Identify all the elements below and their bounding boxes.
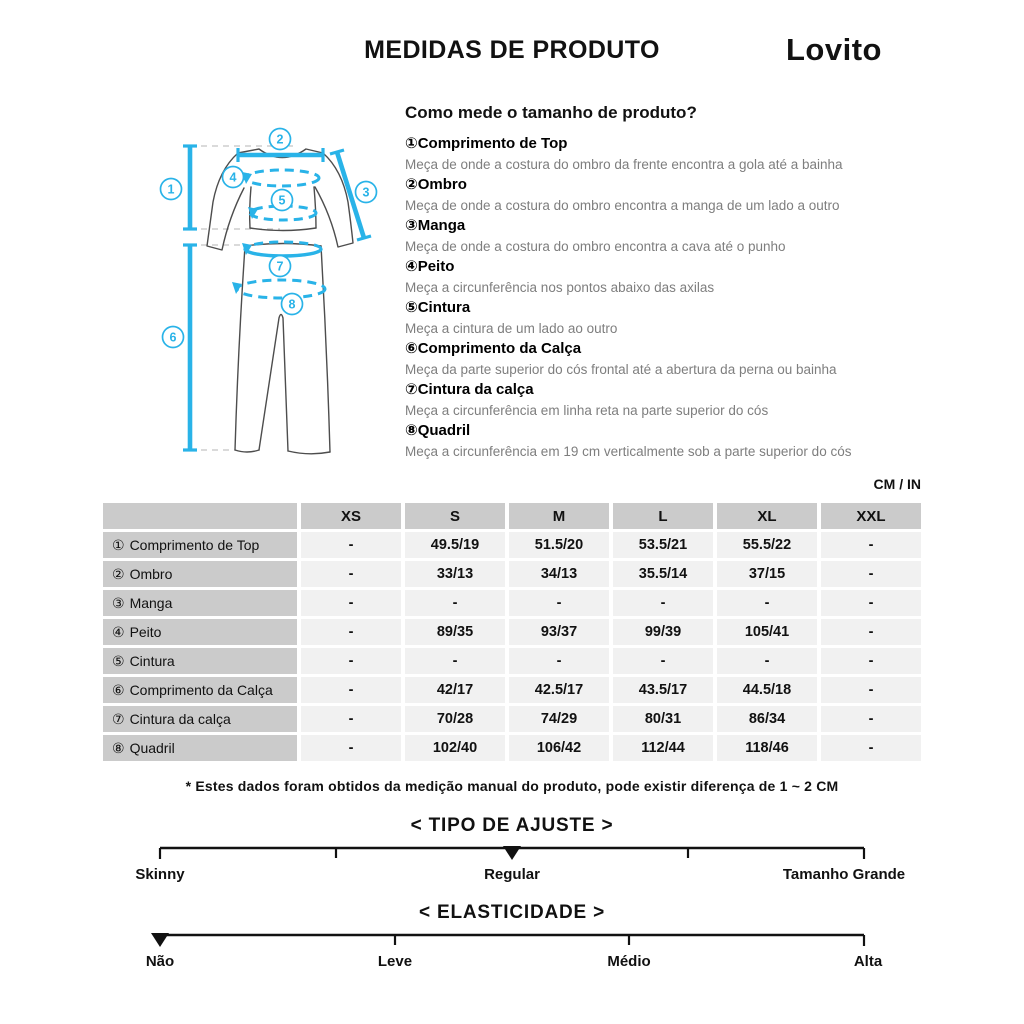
howto-item-desc: Meça a circunferência nos pontos abaixo das axilas xyxy=(405,279,715,295)
diagram-num-5: 5 xyxy=(278,193,286,208)
size-value: - xyxy=(301,590,401,616)
circled-number: ⑦ xyxy=(112,710,125,727)
circled-number: ⑦ xyxy=(405,381,418,398)
howto-item-desc: Meça a cintura de um lado ao outro xyxy=(405,320,618,336)
row-label-text: Comprimento da Calça xyxy=(129,682,273,698)
size-value: 35.5/14 xyxy=(613,561,713,587)
howto-title: Como mede o tamanho de produto? xyxy=(405,103,697,122)
fit-scale-title: < TIPO DE AJUSTE > xyxy=(410,815,614,836)
size-value: - xyxy=(821,619,921,645)
table-row-label xyxy=(103,706,297,732)
size-column-header: XL xyxy=(717,503,817,529)
circled-number: ① xyxy=(112,536,125,553)
size-value: - xyxy=(613,648,713,674)
howto-item-label xyxy=(405,298,935,319)
size-value: - xyxy=(821,735,921,761)
elasticity-label-nao: Não xyxy=(145,953,175,970)
size-value: - xyxy=(301,619,401,645)
howto-label-text: Cintura xyxy=(417,299,471,316)
measure-hip-ellipse xyxy=(232,280,325,298)
size-value: - xyxy=(821,648,921,674)
size-value: 42/17 xyxy=(405,677,505,703)
size-value: - xyxy=(405,648,505,674)
size-column-header: L xyxy=(613,503,713,529)
garment-measurement-diagram xyxy=(130,120,400,470)
howto-label-text: Comprimento de Top xyxy=(417,135,568,152)
table-row-label xyxy=(103,619,297,645)
size-value: 89/35 xyxy=(405,619,505,645)
howto-item-label xyxy=(405,257,935,278)
table-row-label xyxy=(103,561,297,587)
size-value: 105/41 xyxy=(717,619,817,645)
size-value: 55.5/22 xyxy=(717,532,817,558)
row-label-text: Manga xyxy=(129,595,173,611)
size-value: 102/40 xyxy=(405,735,505,761)
size-value: - xyxy=(717,590,817,616)
size-value: 86/34 xyxy=(717,706,817,732)
size-value: - xyxy=(405,590,505,616)
diagram-num-2: 2 xyxy=(276,132,284,147)
fit-label-skinny: Skinny xyxy=(135,866,185,883)
size-column-header: M xyxy=(509,503,609,529)
diagram-num-1: 1 xyxy=(167,182,175,197)
size-value: - xyxy=(821,532,921,558)
howto-item-label xyxy=(405,380,935,401)
table-row-label xyxy=(103,648,297,674)
fit-scale-marker xyxy=(503,846,521,860)
circled-number: ⑧ xyxy=(112,739,125,756)
size-column-header: S xyxy=(405,503,505,529)
size-value: - xyxy=(301,735,401,761)
circled-number: ⑤ xyxy=(405,299,418,316)
circled-number: ⑥ xyxy=(405,340,418,357)
diagram-num-8: 8 xyxy=(288,297,296,312)
howto-item-desc: Meça de onde a costura do ombro da frente encontra a gola até a bainha xyxy=(405,156,843,172)
row-label-text: Ombro xyxy=(129,566,173,582)
elasticity-label-alta: Alta xyxy=(853,953,883,970)
table-row-label xyxy=(103,735,297,761)
size-value: - xyxy=(821,706,921,732)
howto-item-desc: Meça de onde a costura do ombro encontra a manga de um lado a outro xyxy=(405,197,840,213)
row-label-text: Cintura xyxy=(129,653,175,669)
howto-item-label xyxy=(405,175,935,196)
howto-item-desc: Meça a circunferência em 19 cm verticalmente sob a parte superior do cós xyxy=(405,443,852,459)
size-value: 118/46 xyxy=(717,735,817,761)
diagram-num-3: 3 xyxy=(362,185,370,200)
size-value: - xyxy=(301,561,401,587)
size-value: 99/39 xyxy=(613,619,713,645)
table-row-label xyxy=(103,590,297,616)
circled-number: ② xyxy=(112,565,125,582)
elasticity-scale-track xyxy=(130,931,894,953)
row-label-text: Cintura da calça xyxy=(129,711,231,727)
size-value: 74/29 xyxy=(509,706,609,732)
size-value: 42.5/17 xyxy=(509,677,609,703)
row-label-text: Comprimento de Top xyxy=(129,537,260,553)
circled-number: ⑧ xyxy=(405,422,418,439)
howto-item-desc: Meça de onde a costura do ombro encontra a cava até o punho xyxy=(405,238,786,254)
elasticity-scale-title: < ELASTICIDADE > xyxy=(419,902,605,923)
size-value: - xyxy=(301,648,401,674)
howto-label-text: Ombro xyxy=(417,176,467,193)
size-value: 106/42 xyxy=(509,735,609,761)
howto-section xyxy=(405,103,935,462)
diagram-callouts xyxy=(161,129,377,348)
size-value: - xyxy=(301,532,401,558)
howto-item-label xyxy=(405,339,935,360)
howto-label-text: Cintura da calça xyxy=(417,381,534,398)
size-value: - xyxy=(301,706,401,732)
size-value: 93/37 xyxy=(509,619,609,645)
size-value: - xyxy=(717,648,817,674)
circled-number: ⑥ xyxy=(112,681,125,698)
elasticity-scale-marker xyxy=(151,933,169,947)
size-value: 80/31 xyxy=(613,706,713,732)
howto-item-label xyxy=(405,134,935,155)
circled-number: ⑤ xyxy=(112,652,125,669)
circled-number: ④ xyxy=(405,258,418,275)
size-value: 70/28 xyxy=(405,706,505,732)
row-label-text: Peito xyxy=(129,624,162,640)
circled-number: ① xyxy=(405,135,418,152)
elasticity-label-medio: Médio xyxy=(607,953,651,970)
measure-top-length-line xyxy=(183,146,197,229)
fit-label-tamanho-grande: Tamanho Grande xyxy=(782,866,906,883)
fit-label-regular: Regular xyxy=(484,866,540,883)
size-table xyxy=(103,503,921,761)
size-value: - xyxy=(509,590,609,616)
fit-scale-track xyxy=(130,844,894,866)
circled-number: ③ xyxy=(112,594,125,611)
size-value: 33/13 xyxy=(405,561,505,587)
unit-label: CM / IN xyxy=(873,476,921,492)
howto-item-label xyxy=(405,421,935,442)
howto-label-text: Comprimento da Calça xyxy=(417,340,582,357)
diagram-num-6: 6 xyxy=(169,330,177,345)
howto-label-text: Peito xyxy=(417,258,455,275)
measure-chest-ellipse xyxy=(242,170,319,186)
measure-pants-length-line xyxy=(183,245,197,450)
diagram-num-7: 7 xyxy=(276,259,284,274)
size-value: - xyxy=(509,648,609,674)
circled-number: ④ xyxy=(112,623,125,640)
size-value: 49.5/19 xyxy=(405,532,505,558)
circled-number: ② xyxy=(405,176,418,193)
size-value: 43.5/17 xyxy=(613,677,713,703)
size-value: 53.5/21 xyxy=(613,532,713,558)
brand-logo: Lovito xyxy=(786,32,882,67)
howto-item-desc: Meça a circunferência em linha reta na parte superior do cós xyxy=(405,402,769,418)
howto-label-text: Manga xyxy=(417,217,466,234)
measurement-footnote: * Estes dados foram obtidos da medição manual do produto, pode existir diferença de 1 ~ 2 CM xyxy=(185,778,839,794)
elasticity-label-leve: Leve xyxy=(377,953,413,970)
size-column-header: XS xyxy=(301,503,401,529)
table-row-label xyxy=(103,532,297,558)
howto-item-desc: Meça da parte superior do cós frontal até a abertura da perna ou bainha xyxy=(405,361,837,377)
size-column-header: XXL xyxy=(821,503,921,529)
page-title: MEDIDAS DE PRODUTO xyxy=(364,36,660,64)
howto-item-label xyxy=(405,216,935,237)
circled-number: ③ xyxy=(405,217,418,234)
size-value: 34/13 xyxy=(509,561,609,587)
table-corner-cell xyxy=(103,503,297,529)
table-row-label xyxy=(103,677,297,703)
diagram-num-4: 4 xyxy=(229,170,237,185)
size-value: - xyxy=(821,677,921,703)
size-value: 37/15 xyxy=(717,561,817,587)
size-value: 112/44 xyxy=(613,735,713,761)
size-value: 51.5/20 xyxy=(509,532,609,558)
row-label-text: Quadril xyxy=(129,740,175,756)
howto-label-text: Quadril xyxy=(417,422,471,439)
size-value: - xyxy=(301,677,401,703)
size-value: - xyxy=(821,590,921,616)
size-value: - xyxy=(613,590,713,616)
size-value: - xyxy=(821,561,921,587)
size-value: 44.5/18 xyxy=(717,677,817,703)
